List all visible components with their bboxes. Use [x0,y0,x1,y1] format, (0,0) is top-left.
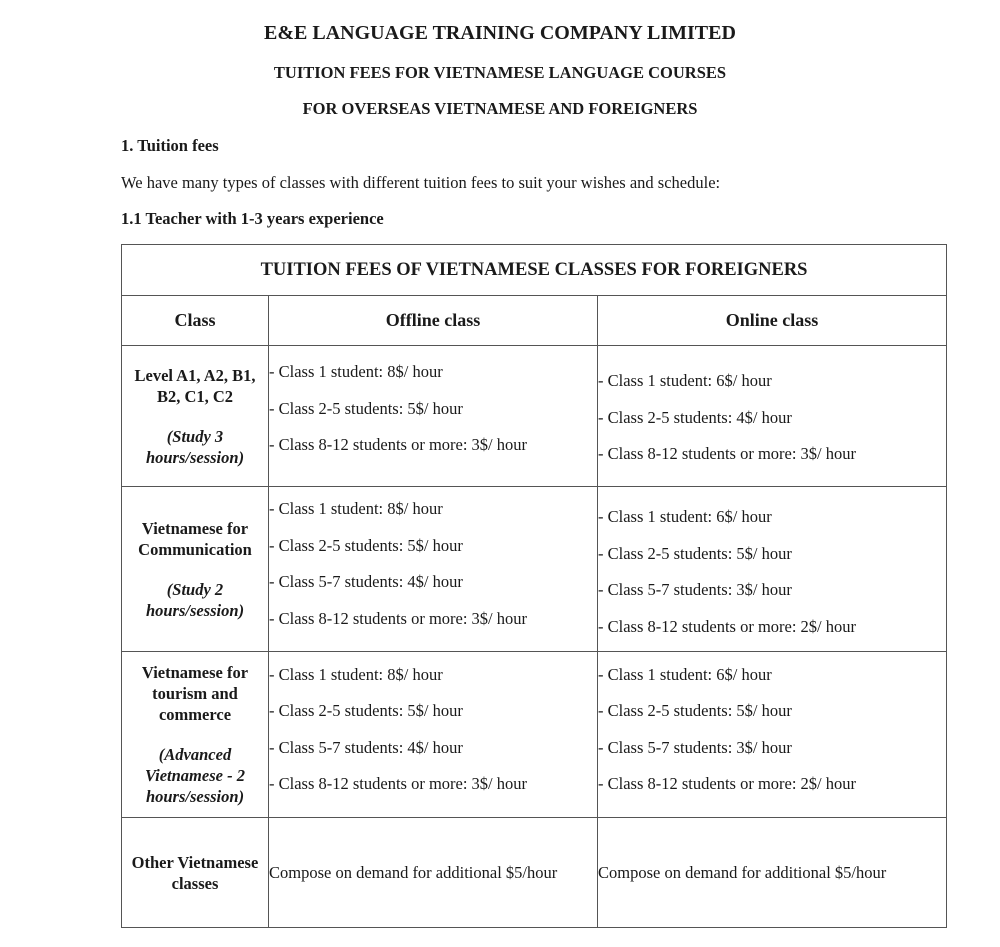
fee-item: - Class 5-7 students: 4$/ hour [269,737,463,757]
table-header-row [122,296,947,346]
class-name: Other Vietnamese classes [131,852,259,893]
document-title: TUITION FEES FOR VIETNAMESE LANGUAGE COURSES [273,63,727,82]
fee-item: - Class 1 student: 6$/ hour [598,664,772,684]
offline-fees-cell [269,652,598,818]
table-row [122,487,947,652]
fee-item: - Class 8-12 students or more: 3$/ hour [269,774,528,793]
class-note: (Advanced Vietnamese - 2 hours/session) [145,745,245,806]
fee-item: - Class 8-12 students or more: 3$/ hour [598,444,857,464]
online-fees-cell [598,652,947,818]
class-name-cell [122,818,269,928]
class-note: (Study 2 hours/session) [145,579,245,620]
class-name-cell [122,346,269,487]
fee-item: - Class 2-5 students: 5$/ hour [598,543,792,563]
column-header-class: Class [122,296,269,346]
fee-item: - Class 8-12 students or more: 3$/ hour [269,435,528,455]
online-fees-cell [598,346,947,487]
fee-item: - Class 8-12 students or more: 3$/ hour [269,608,528,628]
fee-item: - Class 5-7 students: 4$/ hour [269,572,463,591]
section-heading: 1. Tuition fees [121,136,219,155]
offline-fees-cell [269,346,598,487]
class-note: (Study 3 hours/session) [145,426,245,467]
tuition-fees-table [121,244,947,928]
offline-fees-cell: Compose on demand for additional $5/hour [269,818,598,928]
subsection-heading: 1.1 Teacher with 1-3 years experience [121,209,384,228]
online-fees-cell [598,487,947,652]
class-name: Level A1, A2, B1, B2, C1, C2 [134,365,256,406]
fee-item: - Class 5-7 students: 3$/ hour [598,737,792,757]
class-name-cell [122,652,269,818]
document-subtitle: FOR OVERSEAS VIETNAMESE AND FOREIGNERS [302,99,698,118]
online-fees-cell: Compose on demand for additional $5/hour [598,818,947,928]
column-header-offline: Offline class [269,296,598,346]
column-header-online: Online class [598,296,947,346]
offline-fees-cell [269,487,598,652]
fee-item: - Class 2-5 students: 4$/ hour [598,407,792,427]
fee-item: - Class 2-5 students: 5$/ hour [598,701,792,720]
table-row [122,818,947,928]
class-name: Vietnamese for tourism and commerce [141,663,249,724]
table-title: TUITION FEES OF VIETNAMESE CLASSES FOR FOREIGNERS [122,245,947,296]
class-name: Vietnamese for Communication [138,518,252,559]
fee-item: - Class 8-12 students or more: 2$/ hour [598,616,857,636]
fee-item: - Class 1 student: 8$/ hour [269,664,443,684]
fee-item: - Class 8-12 students or more: 2$/ hour [598,774,857,793]
fee-item: - Class 2-5 students: 5$/ hour [269,701,463,720]
class-name-cell [122,487,269,652]
fee-item: - Class 1 student: 8$/ hour [269,362,443,382]
fee-item: - Class 2-5 students: 5$/ hour [269,398,463,418]
fee-item: - Class 2-5 students: 5$/ hour [269,535,463,555]
fee-item: - Class 1 student: 6$/ hour [598,371,772,391]
fee-item: - Class 1 student: 6$/ hour [598,507,772,526]
company-name: E&E LANGUAGE TRAINING COMPANY LIMITED [264,22,736,44]
intro-paragraph: We have many types of classes with different tuition fees to suit your wishes and schedule: [121,173,721,192]
fee-item: - Class 1 student: 8$/ hour [269,499,443,518]
fee-item: - Class 5-7 students: 3$/ hour [598,580,792,599]
table-row [122,346,947,487]
table-row [122,652,947,818]
